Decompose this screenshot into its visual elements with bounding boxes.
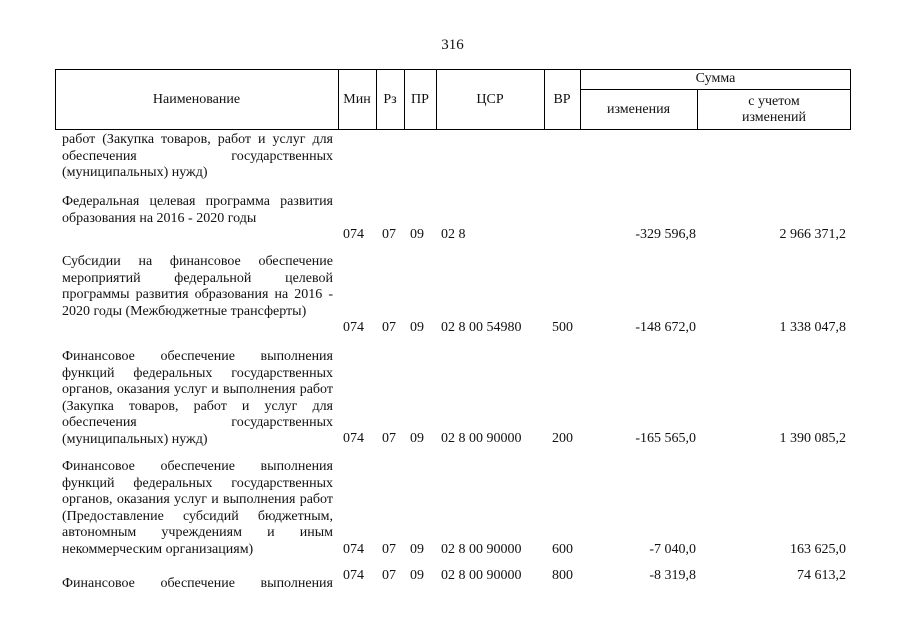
header-change: изменения — [606, 102, 671, 117]
row-name: Финансовое обеспечение выполнения — [62, 576, 333, 591]
row-total: 1 390 085,2 — [779, 431, 846, 446]
header-min: Мин — [343, 91, 371, 107]
row-vr: 600 — [552, 542, 573, 557]
row-pr: 09 — [410, 227, 424, 242]
row-min: 074 — [343, 227, 364, 242]
header-sum: Сумма — [695, 71, 736, 86]
row-csr: 02 8 00 90000 — [441, 542, 522, 557]
row-name: Финансовое обеспечение выполнения функций федеральных государственных органов, оказания услуг и выполнения работ (Закупка товаров, работ и услуг для обеспечения государственных (муниципальных) нужд) — [62, 349, 333, 447]
header-csr: ЦСР — [476, 91, 504, 107]
header-name: Наименование — [152, 91, 241, 107]
row-vr: 200 — [552, 431, 573, 446]
row-total: 2 966 371,2 — [779, 227, 846, 242]
row-rz: 07 — [382, 320, 396, 335]
row-csr: 02 8 — [441, 227, 466, 242]
row-rz: 07 — [382, 568, 396, 583]
row-min: 074 — [343, 431, 364, 446]
row-name: Финансовое обеспечение выполнения функций федеральных государственных органов, оказания услуг и выполнения работ (Предоставление субсидий бюджетным, автономным учреждениям и иным некоммерческим организациям) — [62, 459, 333, 557]
row-csr: 02 8 00 90000 — [441, 431, 522, 446]
row-pr: 09 — [410, 542, 424, 557]
row-change: -148 672,0 — [635, 320, 696, 335]
row-total: 1 338 047,8 — [779, 320, 846, 335]
row-change: -329 596,8 — [635, 227, 696, 242]
table-header — [55, 69, 851, 130]
row-vr: 800 — [552, 568, 573, 583]
row-pr: 09 — [410, 568, 424, 583]
row-min: 074 — [343, 320, 364, 335]
row-total: 163 625,0 — [790, 542, 846, 557]
row-name: Федеральная целевая программа развития образования на 2016 - 2020 годы — [62, 194, 333, 226]
header-total-line1: с учетом — [748, 94, 800, 109]
row-csr: 02 8 00 90000 — [441, 568, 522, 583]
row-rz: 07 — [382, 542, 396, 557]
row-rz: 07 — [382, 227, 396, 242]
row-min: 074 — [343, 568, 364, 583]
row-name: работ (Закупка товаров, работ и услуг для обеспечения государственных (муниципальных) нужд) — [62, 132, 333, 180]
row-total: 74 613,2 — [797, 568, 846, 583]
page-number: 316 — [441, 37, 464, 53]
header-pr: ПР — [411, 91, 429, 107]
row-min: 074 — [343, 542, 364, 557]
header-vr: ВР — [553, 91, 571, 107]
row-change: -165 565,0 — [635, 431, 696, 446]
header-rz: Рз — [383, 91, 397, 107]
header-total-line2: изменений — [741, 110, 807, 125]
row-rz: 07 — [382, 431, 396, 446]
row-vr: 500 — [552, 320, 573, 335]
row-pr: 09 — [410, 320, 424, 335]
row-change: -8 319,8 — [649, 568, 696, 583]
header-total — [697, 90, 851, 130]
row-csr: 02 8 00 54980 — [441, 320, 522, 335]
row-name: Субсидии на финансовое обеспечение мероприятий федеральной целевой программы развития образования на 2016 - 2020 годы (Межбюджетные трансферты) — [62, 254, 333, 319]
row-pr: 09 — [410, 431, 424, 446]
row-change: -7 040,0 — [649, 542, 696, 557]
